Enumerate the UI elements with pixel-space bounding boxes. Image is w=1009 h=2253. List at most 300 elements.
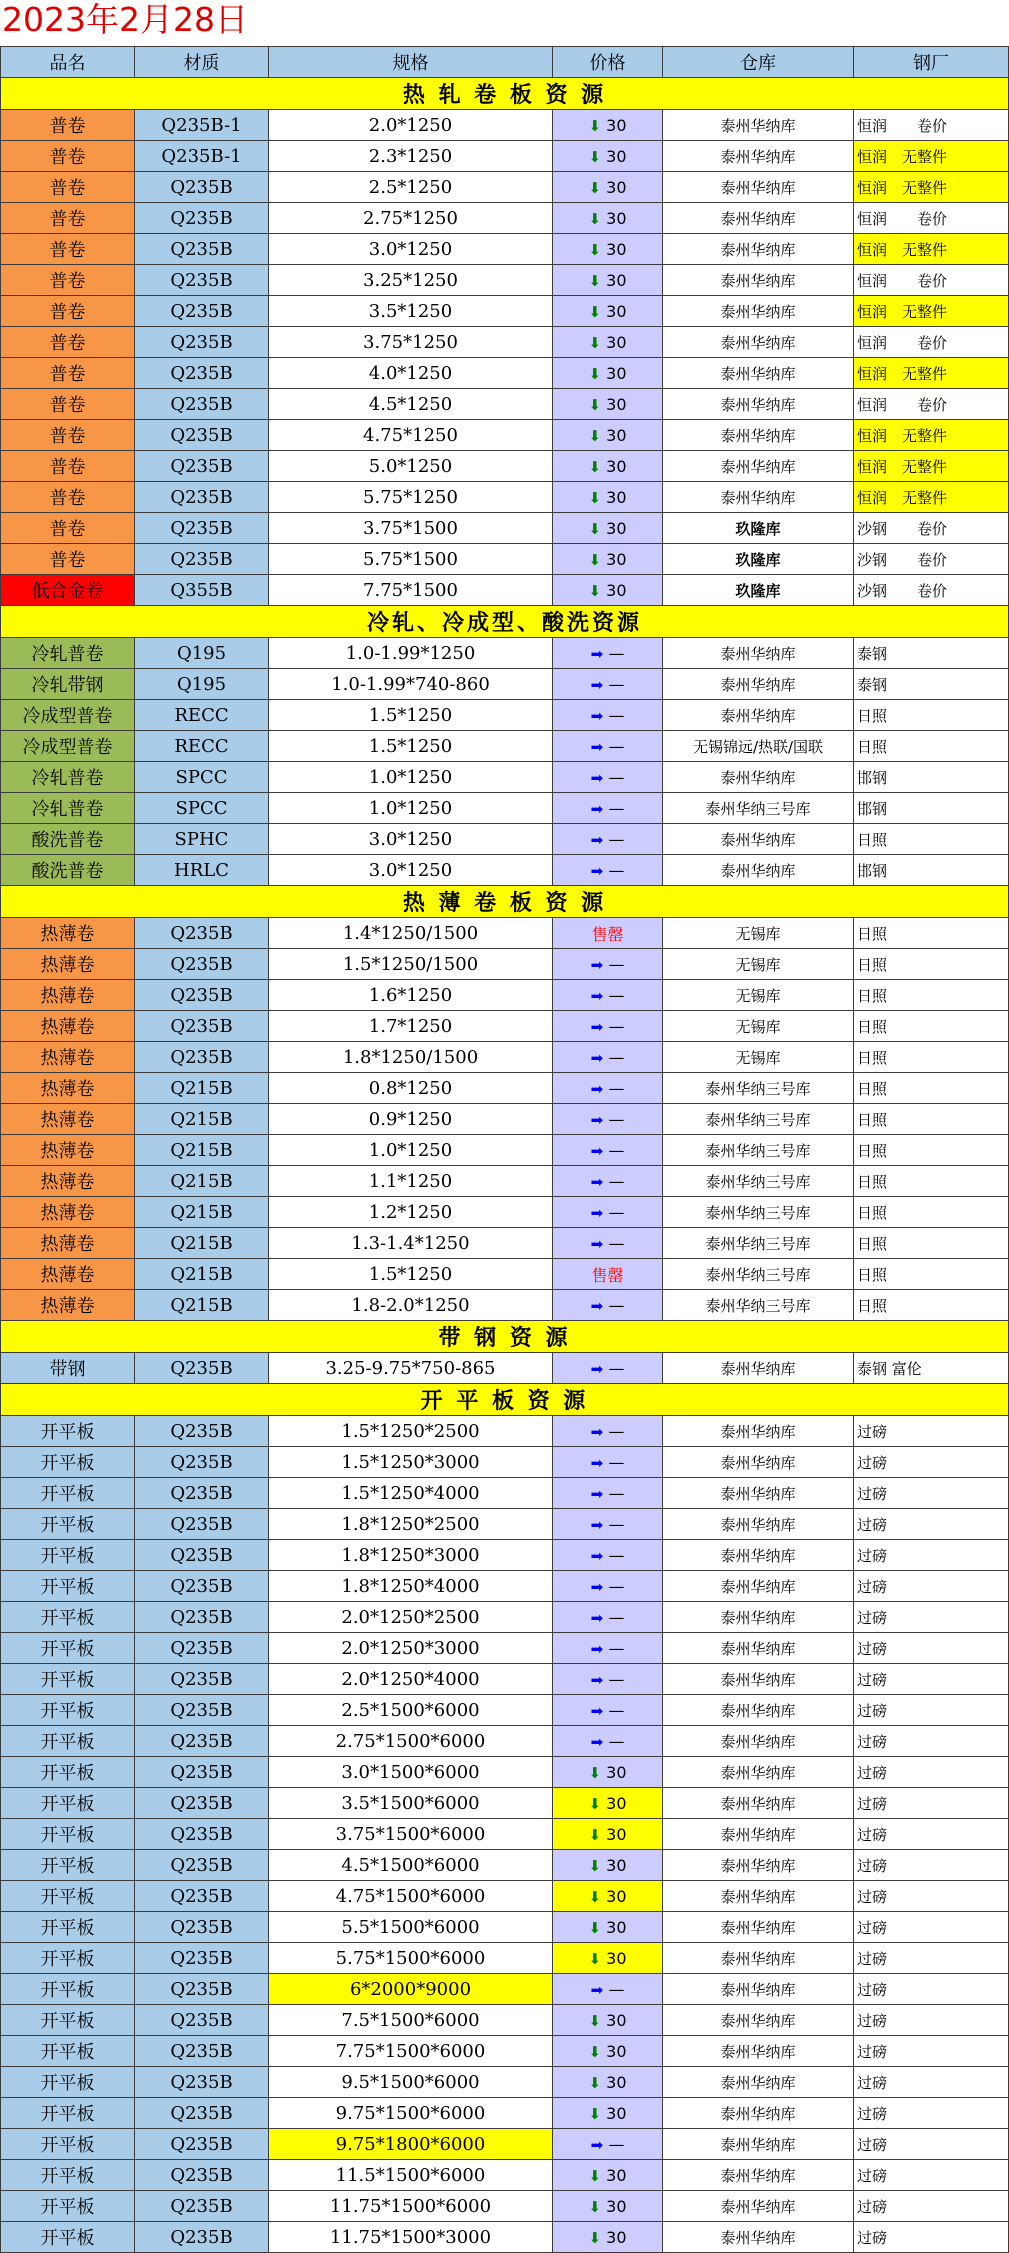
- arrow-right-icon: ➡: [590, 1639, 604, 1658]
- spec-cell: 1.8*1250*2500: [269, 1509, 553, 1540]
- mill-cell: 沙钢 卷价: [854, 513, 1009, 544]
- section-title: 热 薄 卷 板 资 源: [1, 886, 1009, 918]
- price-value: —: [608, 954, 625, 974]
- mill-cell: 恒润 无整件: [854, 358, 1009, 389]
- material-cell: Q235B: [135, 1664, 269, 1695]
- warehouse-cell: 泰州华纳库: [663, 1447, 854, 1478]
- spec-cell: 1.5*1250: [269, 731, 553, 762]
- spec-cell: 3.25-9.75*750-865: [269, 1353, 553, 1384]
- arrow-down-icon: ⬇: [588, 147, 602, 166]
- spec-cell: 1.5*1250/1500: [269, 949, 553, 980]
- warehouse-cell: 泰州华纳库: [663, 2222, 854, 2253]
- warehouse-cell: 无锡库: [663, 949, 854, 980]
- material-cell: Q235B: [135, 1353, 269, 1384]
- spec-cell: 3.75*1250: [269, 327, 553, 358]
- warehouse-cell: 泰州华纳库: [663, 1478, 854, 1509]
- material-cell: Q235B: [135, 544, 269, 575]
- spec-cell: 4.5*1250: [269, 389, 553, 420]
- spec-cell: 3.0*1250: [269, 234, 553, 265]
- price-cell: [553, 762, 663, 793]
- warehouse-cell: 泰州华纳库: [663, 172, 854, 203]
- price-value: 30: [606, 518, 627, 538]
- mill-cell: 过磅: [854, 1912, 1009, 1943]
- mill-cell: 日照: [854, 731, 1009, 762]
- product-name-cell: 开平板: [1, 1881, 135, 1912]
- product-name-cell: 热薄卷: [1, 1042, 135, 1073]
- product-name-cell: 低合金卷: [1, 575, 135, 606]
- arrow-down-icon: ⬇: [588, 2011, 602, 2030]
- mill-cell: 日照: [854, 1166, 1009, 1197]
- spec-cell: 3.75*1500*6000: [269, 1819, 553, 1850]
- table-row: [1, 1509, 1009, 1540]
- price-cell: [553, 1540, 663, 1571]
- table-row: [1, 451, 1009, 482]
- spec-cell: 3.0*1250: [269, 855, 553, 886]
- product-name-cell: 酸洗普卷: [1, 855, 135, 886]
- product-name-cell: 酸洗普卷: [1, 824, 135, 855]
- product-name-cell: 普卷: [1, 451, 135, 482]
- material-cell: Q235B: [135, 327, 269, 358]
- price-cell: [553, 1633, 663, 1664]
- product-name-cell: 开平板: [1, 1540, 135, 1571]
- price-value: —: [608, 1700, 625, 1720]
- warehouse-cell: 泰州华纳库: [663, 824, 854, 855]
- spec-cell: 2.0*1250*2500: [269, 1602, 553, 1633]
- warehouse-cell: 泰州华纳库: [663, 2098, 854, 2129]
- price-cell: [553, 824, 663, 855]
- spec-cell: 9.75*1800*6000: [269, 2129, 553, 2160]
- price-cell: [553, 1757, 663, 1788]
- price-value: —: [608, 767, 625, 787]
- material-cell: Q235B: [135, 1819, 269, 1850]
- mill-cell: 过磅: [854, 2098, 1009, 2129]
- arrow-down-icon: ⬇: [588, 2228, 602, 2247]
- price-value: 30: [606, 549, 627, 569]
- table-row: [1, 1478, 1009, 1509]
- table-row: [1, 1726, 1009, 1757]
- price-cell: [553, 420, 663, 451]
- warehouse-cell: 泰州华纳库: [663, 234, 854, 265]
- arrow-right-icon: ➡: [590, 1453, 604, 1472]
- price-value: —: [608, 674, 625, 694]
- price-value: 30: [606, 1948, 627, 1968]
- table-row: [1, 1416, 1009, 1447]
- warehouse-cell: 泰州华纳库: [663, 1726, 854, 1757]
- section-header-row: [1, 606, 1009, 638]
- warehouse-cell: 泰州华纳库: [663, 482, 854, 513]
- warehouse-cell: 泰州华纳库: [663, 700, 854, 731]
- price-cell: [553, 1695, 663, 1726]
- price-value: —: [608, 1576, 625, 1596]
- price-value: —: [608, 1421, 625, 1441]
- table-row: [1, 172, 1009, 203]
- spec-cell: 4.5*1500*6000: [269, 1850, 553, 1881]
- header-mill: 钢厂: [854, 47, 1009, 78]
- product-name-cell: 普卷: [1, 482, 135, 513]
- price-cell: [553, 1447, 663, 1478]
- mill-cell: 邯钢: [854, 793, 1009, 824]
- arrow-down-icon: ⬇: [588, 271, 602, 290]
- price-cell: [553, 203, 663, 234]
- warehouse-cell: 泰州华纳库: [663, 669, 854, 700]
- warehouse-cell: 泰州华纳库: [663, 296, 854, 327]
- arrow-down-icon: ⬇: [588, 178, 602, 197]
- product-name-cell: 开平板: [1, 1633, 135, 1664]
- arrow-down-icon: ⬇: [588, 581, 602, 600]
- material-cell: Q235B: [135, 1540, 269, 1571]
- warehouse-cell: 泰州华纳三号库: [663, 1166, 854, 1197]
- mill-cell: 邯钢: [854, 762, 1009, 793]
- warehouse-cell: 无锡库: [663, 1042, 854, 1073]
- table-row: [1, 358, 1009, 389]
- material-cell: HRLC: [135, 855, 269, 886]
- mill-cell: 日照: [854, 700, 1009, 731]
- arrow-down-icon: ⬇: [588, 1918, 602, 1937]
- arrow-right-icon: ➡: [590, 1017, 604, 1036]
- material-cell: Q235B: [135, 1602, 269, 1633]
- price-value: 30: [606, 1793, 627, 1813]
- price-cell: [553, 1664, 663, 1695]
- warehouse-cell: 泰州华纳三号库: [663, 1135, 854, 1166]
- arrow-right-icon: ➡: [590, 1203, 604, 1222]
- warehouse-cell: 泰州华纳库: [663, 451, 854, 482]
- product-name-cell: 普卷: [1, 110, 135, 141]
- product-name-cell: 热薄卷: [1, 1011, 135, 1042]
- price-value: 30: [606, 1886, 627, 1906]
- product-name-cell: 热薄卷: [1, 1259, 135, 1290]
- spec-cell: 4.0*1250: [269, 358, 553, 389]
- warehouse-cell: 泰州华纳库: [663, 1602, 854, 1633]
- table-row: [1, 731, 1009, 762]
- table-row: [1, 1943, 1009, 1974]
- price-cell: [553, 1912, 663, 1943]
- mill-cell: 过磅: [854, 1943, 1009, 1974]
- material-cell: Q235B: [135, 1757, 269, 1788]
- price-cell: [553, 1197, 663, 1228]
- product-name-cell: 普卷: [1, 544, 135, 575]
- product-name-cell: 开平板: [1, 2036, 135, 2067]
- material-cell: Q195: [135, 638, 269, 669]
- mill-cell: 过磅: [854, 2160, 1009, 2191]
- table-row: [1, 203, 1009, 234]
- product-name-cell: 开平板: [1, 2098, 135, 2129]
- mill-cell: 日照: [854, 1104, 1009, 1135]
- mill-cell: 恒润 无整件: [854, 451, 1009, 482]
- spec-cell: 0.9*1250: [269, 1104, 553, 1135]
- warehouse-cell: 泰州华纳库: [663, 1416, 854, 1447]
- warehouse-cell: 泰州华纳库: [663, 2129, 854, 2160]
- spec-cell: 1.8-2.0*1250: [269, 1290, 553, 1321]
- price-cell: [553, 2067, 663, 2098]
- mill-cell: 日照: [854, 824, 1009, 855]
- table-row: [1, 824, 1009, 855]
- table-row: [1, 544, 1009, 575]
- spec-cell: 3.75*1500: [269, 513, 553, 544]
- warehouse-cell: 泰州华纳库: [663, 1819, 854, 1850]
- product-name-cell: 普卷: [1, 389, 135, 420]
- spec-cell: 1.0-1.99*740-860: [269, 669, 553, 700]
- spec-cell: 1.5*1250*2500: [269, 1416, 553, 1447]
- warehouse-cell: 泰州华纳三号库: [663, 1228, 854, 1259]
- price-value: —: [608, 1047, 625, 1067]
- spec-cell: 1.0-1.99*1250: [269, 638, 553, 669]
- price-value: —: [608, 1607, 625, 1627]
- price-cell: [553, 2160, 663, 2191]
- material-cell: RECC: [135, 731, 269, 762]
- product-name-cell: 冷轧普卷: [1, 638, 135, 669]
- price-value: 30: [606, 270, 627, 290]
- table-row: [1, 1290, 1009, 1321]
- mill-cell: 过磅: [854, 1571, 1009, 1602]
- price-value: 30: [606, 425, 627, 445]
- mill-cell: 泰钢: [854, 638, 1009, 669]
- warehouse-cell: 泰州华纳库: [663, 1881, 854, 1912]
- table-row: [1, 1757, 1009, 1788]
- mill-cell: 过磅: [854, 2222, 1009, 2253]
- material-cell: Q235B: [135, 1633, 269, 1664]
- price-value: 30: [606, 332, 627, 352]
- price-cell: [553, 327, 663, 358]
- price-value: —: [608, 1514, 625, 1534]
- arrow-down-icon: ⬇: [588, 2104, 602, 2123]
- mill-cell: 过磅: [854, 1726, 1009, 1757]
- product-name-cell: 热薄卷: [1, 918, 135, 949]
- section-title: 热 轧 卷 板 资 源: [1, 78, 1009, 110]
- table-row: [1, 1664, 1009, 1695]
- warehouse-cell: 泰州华纳库: [663, 1850, 854, 1881]
- price-cell: [553, 1073, 663, 1104]
- spec-cell: 3.0*1500*6000: [269, 1757, 553, 1788]
- arrow-down-icon: ⬇: [588, 2073, 602, 2092]
- product-name-cell: 热薄卷: [1, 980, 135, 1011]
- price-value: 30: [606, 1917, 627, 1937]
- mill-cell: 过磅: [854, 1602, 1009, 1633]
- material-cell: SPHC: [135, 824, 269, 855]
- spec-cell: 1.5*1250*4000: [269, 1478, 553, 1509]
- product-name-cell: 普卷: [1, 265, 135, 296]
- arrow-down-icon: ⬇: [588, 488, 602, 507]
- table-row: [1, 2098, 1009, 2129]
- price-cell: [553, 638, 663, 669]
- spec-cell: 7.5*1500*6000: [269, 2005, 553, 2036]
- price-value: —: [608, 1078, 625, 1098]
- material-cell: SPCC: [135, 793, 269, 824]
- warehouse-cell: 无锡库: [663, 980, 854, 1011]
- warehouse-cell: 泰州华纳库: [663, 1540, 854, 1571]
- warehouse-cell: 泰州华纳库: [663, 1571, 854, 1602]
- warehouse-cell: 泰州华纳库: [663, 1633, 854, 1664]
- material-cell: Q235B: [135, 451, 269, 482]
- arrow-right-icon: ➡: [590, 1732, 604, 1751]
- product-name-cell: 开平板: [1, 1912, 135, 1943]
- material-cell: Q235B: [135, 980, 269, 1011]
- price-value: —: [608, 1171, 625, 1191]
- arrow-down-icon: ⬇: [588, 302, 602, 321]
- warehouse-cell: 泰州华纳库: [663, 110, 854, 141]
- table-row: [1, 389, 1009, 420]
- spec-cell: 6*2000*9000: [269, 1974, 553, 2005]
- mill-cell: 恒润 无整件: [854, 141, 1009, 172]
- price-value: —: [608, 736, 625, 756]
- material-cell: Q235B: [135, 2098, 269, 2129]
- product-name-cell: 冷轧带钢: [1, 669, 135, 700]
- spec-cell: 1.5*1250*3000: [269, 1447, 553, 1478]
- product-name-cell: 热薄卷: [1, 1197, 135, 1228]
- product-name-cell: 普卷: [1, 234, 135, 265]
- price-value: 30: [606, 1824, 627, 1844]
- price-cell: [553, 669, 663, 700]
- product-name-cell: 开平板: [1, 1509, 135, 1540]
- price-cell: [553, 2005, 663, 2036]
- product-name-cell: 普卷: [1, 296, 135, 327]
- section-header-row: [1, 1384, 1009, 1416]
- mill-cell: 过磅: [854, 2036, 1009, 2067]
- material-cell: Q235B: [135, 2005, 269, 2036]
- material-cell: Q235B: [135, 1850, 269, 1881]
- product-name-cell: 热薄卷: [1, 1228, 135, 1259]
- material-cell: Q235B: [135, 265, 269, 296]
- product-name-cell: 开平板: [1, 1664, 135, 1695]
- table-row: [1, 1695, 1009, 1726]
- table-row: [1, 669, 1009, 700]
- price-cell: [553, 1135, 663, 1166]
- mill-cell: 恒润 卷价: [854, 203, 1009, 234]
- mill-cell: 过磅: [854, 1757, 1009, 1788]
- arrow-down-icon: ⬇: [588, 457, 602, 476]
- price-value: —: [608, 1483, 625, 1503]
- arrow-down-icon: ⬇: [588, 2166, 602, 2185]
- material-cell: Q235B: [135, 1447, 269, 1478]
- price-value: 30: [606, 456, 627, 476]
- spec-cell: 1.7*1250: [269, 1011, 553, 1042]
- mill-cell: 恒润 卷价: [854, 327, 1009, 358]
- spec-cell: 9.75*1500*6000: [269, 2098, 553, 2129]
- arrow-down-icon: ⬇: [588, 1763, 602, 1782]
- mill-cell: 过磅: [854, 2129, 1009, 2160]
- product-name-cell: 开平板: [1, 1726, 135, 1757]
- product-name-cell: 开平板: [1, 1602, 135, 1633]
- price-value: 30: [606, 487, 627, 507]
- material-cell: Q215B: [135, 1166, 269, 1197]
- table-row: [1, 1788, 1009, 1819]
- price-cell: [553, 949, 663, 980]
- arrow-right-icon: ➡: [590, 2135, 604, 2154]
- price-value: —: [608, 1202, 625, 1222]
- warehouse-cell: 泰州华纳库: [663, 2036, 854, 2067]
- table-row: [1, 1073, 1009, 1104]
- spec-cell: 3.0*1250: [269, 824, 553, 855]
- price-cell: [553, 234, 663, 265]
- spec-cell: 3.5*1250: [269, 296, 553, 327]
- price-value: 30: [606, 177, 627, 197]
- product-name-cell: 开平板: [1, 1757, 135, 1788]
- price-cell: [553, 793, 663, 824]
- mill-cell: 日照: [854, 949, 1009, 980]
- section-title: 冷轧、冷成型、酸洗资源: [1, 606, 1009, 638]
- price-value: —: [608, 1638, 625, 1658]
- table-row: [1, 327, 1009, 358]
- price-value: 售罄: [591, 1265, 624, 1285]
- arrow-down-icon: ⬇: [588, 2042, 602, 2061]
- material-cell: Q215B: [135, 1104, 269, 1135]
- price-value: —: [608, 1669, 625, 1689]
- warehouse-cell: 泰州华纳库: [663, 2191, 854, 2222]
- price-value: —: [608, 1358, 625, 1378]
- material-cell: Q235B: [135, 1881, 269, 1912]
- price-cell: [553, 544, 663, 575]
- material-cell: Q235B-1: [135, 110, 269, 141]
- material-cell: Q235B: [135, 1416, 269, 1447]
- section-header-row: [1, 886, 1009, 918]
- product-name-cell: 普卷: [1, 513, 135, 544]
- product-name-cell: 普卷: [1, 172, 135, 203]
- warehouse-cell: 泰州华纳三号库: [663, 1104, 854, 1135]
- spec-cell: 2.5*1250: [269, 172, 553, 203]
- price-cell: [553, 1571, 663, 1602]
- price-value: 30: [606, 363, 627, 383]
- product-name-cell: 开平板: [1, 2160, 135, 2191]
- mill-cell: 过磅: [854, 1509, 1009, 1540]
- arrow-right-icon: ➡: [590, 1359, 604, 1378]
- arrow-down-icon: ⬇: [588, 333, 602, 352]
- spec-cell: 2.75*1500*6000: [269, 1726, 553, 1757]
- price-cell: [553, 1819, 663, 1850]
- table-row: [1, 141, 1009, 172]
- mill-cell: 日照: [854, 1259, 1009, 1290]
- price-value: —: [608, 1979, 625, 1999]
- header-name: 品名: [1, 47, 135, 78]
- arrow-right-icon: ➡: [590, 1234, 604, 1253]
- price-value: —: [608, 1731, 625, 1751]
- material-cell: Q235B: [135, 234, 269, 265]
- mill-cell: 恒润 无整件: [854, 420, 1009, 451]
- table-row: [1, 1447, 1009, 1478]
- mill-cell: 沙钢 卷价: [854, 575, 1009, 606]
- material-cell: Q235B: [135, 1571, 269, 1602]
- arrow-right-icon: ➡: [590, 1980, 604, 1999]
- table-row: [1, 234, 1009, 265]
- warehouse-cell: 玖隆库: [663, 575, 854, 606]
- material-cell: Q235B: [135, 1042, 269, 1073]
- price-cell: [553, 1881, 663, 1912]
- mill-cell: 恒润 无整件: [854, 482, 1009, 513]
- warehouse-cell: 泰州华纳库: [663, 1509, 854, 1540]
- price-cell: [553, 1228, 663, 1259]
- arrow-right-icon: ➡: [590, 1515, 604, 1534]
- arrow-right-icon: ➡: [590, 1141, 604, 1160]
- product-name-cell: 普卷: [1, 327, 135, 358]
- price-value: —: [608, 643, 625, 663]
- price-value: —: [608, 705, 625, 725]
- price-cell: [553, 1509, 663, 1540]
- price-value: 30: [606, 1855, 627, 1875]
- arrow-right-icon: ➡: [590, 768, 604, 787]
- table-row: [1, 700, 1009, 731]
- table-row: [1, 296, 1009, 327]
- price-cell: [553, 2036, 663, 2067]
- arrow-right-icon: ➡: [590, 1608, 604, 1627]
- material-cell: Q235B: [135, 1726, 269, 1757]
- mill-cell: 恒润 无整件: [854, 172, 1009, 203]
- table-row: [1, 918, 1009, 949]
- table-row: [1, 2067, 1009, 2098]
- mill-cell: 过磅: [854, 1788, 1009, 1819]
- table-row: [1, 1850, 1009, 1881]
- spec-cell: 11.75*1500*6000: [269, 2191, 553, 2222]
- price-value: 售罄: [591, 924, 624, 944]
- price-cell: [553, 1850, 663, 1881]
- arrow-right-icon: ➡: [590, 644, 604, 663]
